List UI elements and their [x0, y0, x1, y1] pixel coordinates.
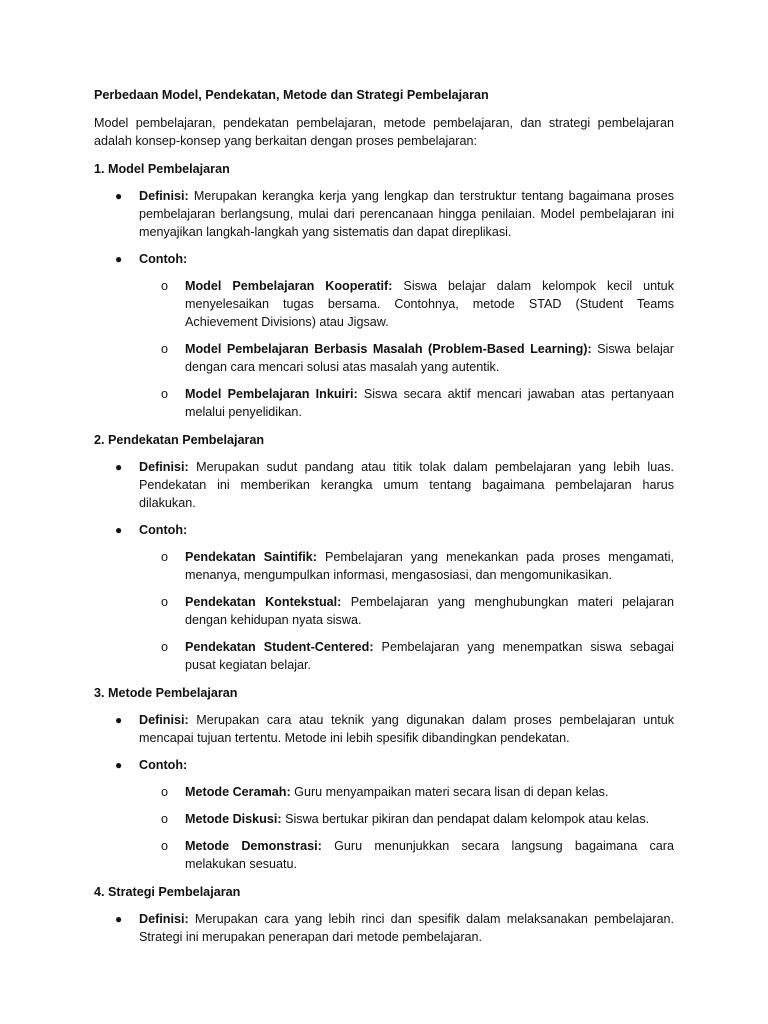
- example-text: Siswa belajar dengan cara mencari solusi atas masalah yang autentik.: [185, 342, 674, 374]
- example-item: [139, 340, 674, 376]
- circle-bullet-icon: o: [161, 550, 169, 564]
- document-title: Perbedaan Model, Pendekatan, Metode dan Strategi Pembelajaran: [94, 88, 489, 102]
- example-item: [139, 638, 674, 674]
- examples-label: Contoh:: [139, 523, 188, 537]
- definition-label: Definisi:: [139, 713, 189, 727]
- example-item: [139, 385, 674, 421]
- definition-label: Definisi:: [139, 189, 189, 203]
- example-item: [139, 277, 674, 331]
- section-list: [94, 187, 674, 421]
- examples-item: [94, 521, 674, 674]
- intro-paragraph: Model pembelajaran, pendekatan pembelajaran, metode pembelajaran, dan strategi pembelajaran adalah konsep-konsep yang berkaitan dengan proses pembelajaran:: [94, 116, 674, 148]
- bullet-icon: ●: [115, 912, 123, 926]
- examples-list: [139, 548, 674, 674]
- section-list: [94, 458, 674, 674]
- example-label: Pendekatan Kontekstual:: [185, 595, 342, 609]
- definition-text: Merupakan cara atau teknik yang digunakan dalam proses pembelajaran untuk mencapai tujuan tertentu. Metode ini lebih spesifik dibandingkan pendekatan.: [139, 713, 674, 745]
- example-label: Pendekatan Student-Centered:: [185, 640, 374, 654]
- circle-bullet-icon: o: [161, 279, 169, 293]
- bullet-icon: ●: [115, 460, 123, 474]
- examples-list: [139, 783, 674, 873]
- example-label: Metode Ceramah:: [185, 785, 291, 799]
- definition-label: Definisi:: [139, 460, 189, 474]
- definition-item: [94, 910, 674, 946]
- circle-bullet-icon: o: [161, 387, 169, 401]
- bullet-icon: ●: [115, 252, 123, 266]
- circle-bullet-icon: o: [161, 342, 169, 356]
- example-item: [139, 783, 674, 801]
- example-text: Siswa secara aktif mencari jawaban atas pertanyaan melalui penyelidikan.: [185, 387, 675, 419]
- section-heading: 4. Strategi Pembelajaran: [94, 885, 241, 899]
- circle-bullet-icon: o: [161, 812, 169, 826]
- bullet-icon: ●: [115, 523, 123, 537]
- definition-text: Merupakan sudut pandang atau titik tolak dalam pembelajaran yang lebih luas. Pendekatan ini memberikan kerangka umum tentang bagaimana pembelajaran harus dilakukan.: [139, 460, 674, 510]
- example-label: Metode Diskusi:: [185, 812, 282, 826]
- section-heading: 2. Pendekatan Pembelajaran: [94, 433, 265, 447]
- example-text: Siswa belajar dalam kelompok kecil untuk menyelesaikan tugas bersama. Contohnya, metode STAD (Student Teams Achievement Divisions) atau Jigsaw.: [185, 279, 674, 329]
- circle-bullet-icon: o: [161, 595, 169, 609]
- example-text: Guru menyampaikan materi secara lisan di depan kelas.: [290, 785, 609, 799]
- circle-bullet-icon: o: [161, 785, 169, 799]
- definition-item: [94, 458, 674, 512]
- definition-label: Definisi:: [139, 912, 189, 926]
- example-text: Pembelajaran yang menghubungkan materi pelajaran dengan kehidupan nyata siswa.: [185, 595, 674, 627]
- circle-bullet-icon: o: [161, 640, 169, 654]
- definition-item: [94, 187, 674, 241]
- definition-item: [94, 711, 674, 747]
- example-text: Pembelajaran yang menekankan pada proses mengamati, menanya, mengumpulkan informasi, mengasosiasi, dan mengomunikasikan.: [185, 550, 674, 582]
- example-item: [139, 548, 674, 584]
- example-item: [139, 837, 674, 873]
- circle-bullet-icon: o: [161, 839, 169, 853]
- examples-item: [94, 250, 674, 421]
- example-item: [139, 593, 674, 629]
- section-list: [94, 910, 674, 946]
- section-list: [94, 711, 674, 873]
- section-heading: 1. Model Pembelajaran: [94, 162, 230, 176]
- example-label: Metode Demonstrasi:: [185, 839, 322, 853]
- example-text: Siswa bertukar pikiran dan pendapat dalam kelompok atau kelas.: [281, 812, 650, 826]
- examples-item: [94, 756, 674, 873]
- definition-text: Merupakan cara yang lebih rinci dan spesifik dalam melaksanakan pembelajaran. Strategi ini merupakan penerapan dari metode pembelajaran.: [139, 912, 674, 944]
- example-label: Pendekatan Saintifik:: [185, 550, 317, 564]
- example-text: Guru menunjukkan secara langsung bagaimana cara melakukan sesuatu.: [185, 839, 675, 871]
- example-text: Pembelajaran yang menempatkan siswa sebagai pusat kegiatan belajar.: [185, 640, 674, 672]
- bullet-icon: ●: [115, 758, 123, 772]
- examples-list: [139, 277, 674, 421]
- example-item: [139, 810, 674, 828]
- example-label: Model Pembelajaran Berbasis Masalah (Problem-Based Learning):: [185, 342, 592, 356]
- example-label: Model Pembelajaran Inkuiri:: [185, 387, 358, 401]
- example-label: Model Pembelajaran Kooperatif:: [185, 279, 393, 293]
- bullet-icon: ●: [115, 189, 123, 203]
- examples-label: Contoh:: [139, 758, 188, 772]
- examples-label: Contoh:: [139, 252, 188, 266]
- section-heading: 3. Metode Pembelajaran: [94, 686, 238, 700]
- definition-text: Merupakan kerangka kerja yang lengkap dan terstruktur tentang bagaimana proses pembelajaran berlangsung, mulai dari perencanaan hingga penilaian. Model pembelajaran ini menyajikan langkah-langkah yang sistematis dan dapat direplikasi.: [139, 189, 674, 239]
- bullet-icon: ●: [115, 713, 123, 727]
- document-content: [94, 86, 674, 956]
